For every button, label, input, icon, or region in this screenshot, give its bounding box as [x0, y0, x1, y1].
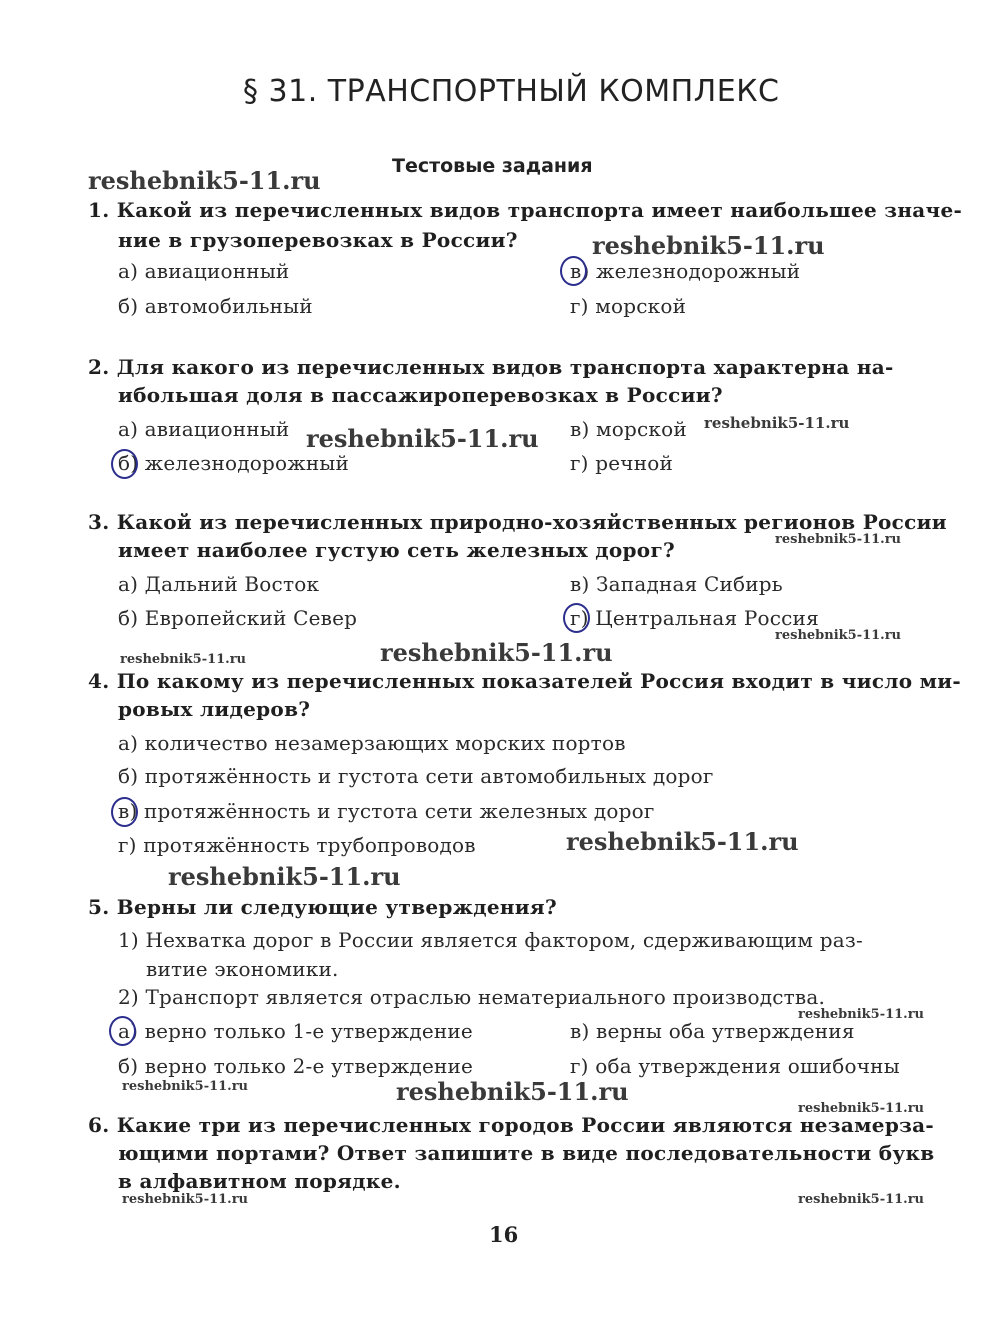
watermark: reshebnik5-11.ru [168, 862, 401, 891]
watermark: reshebnik5-11.ru [798, 1007, 925, 1022]
watermark: reshebnik5-11.ru [798, 1192, 925, 1207]
question-3-line-1: 3. Какой из перечисленных природно-хозяйственных регионов России [88, 510, 947, 534]
question-2-option-b: б) железнодорожный [118, 451, 350, 475]
question-5-statement-2: 2) Транспорт является отраслью нематериального производства. [118, 985, 826, 1009]
page-number: 16 [489, 1222, 519, 1247]
question-4-option-g: г) протяжённость трубопроводов [118, 833, 476, 857]
page-title: § 31. ТРАНСПОРТНЫЙ КОМПЛЕКС [243, 74, 780, 109]
watermark: reshebnik5-11.ru [775, 532, 902, 547]
question-4-line-1: 4. По какому из перечисленных показателей Россия входит в число ми- [88, 669, 962, 693]
question-4-option-v: в) протяжённость и густота сети железных дорог [118, 799, 655, 823]
watermark: reshebnik5-11.ru [122, 1079, 249, 1094]
question-1-option-v: в) железнодорожный [570, 259, 801, 283]
question-4-option-b: б) протяжённость и густота сети автомобильных дорог [118, 764, 714, 788]
question-3-line-2: имеет наиболее густую сеть железных дорог? [118, 538, 676, 562]
question-5-option-g: г) оба утверждения ошибочны [570, 1054, 900, 1078]
question-1-answer-circle [560, 256, 587, 286]
watermark: reshebnik5-11.ru [798, 1101, 925, 1116]
question-3-option-g: г) Центральная Россия [570, 606, 819, 630]
question-3-option-a: а) Дальний Восток [118, 572, 320, 596]
question-5-option-v: в) верны оба утверждения [570, 1019, 855, 1043]
question-6-line-2: ющими портами? Ответ запишите в виде последовательности букв [118, 1141, 935, 1165]
question-2-option-a: а) авиационный [118, 417, 290, 441]
question-3-option-b: б) Европейский Север [118, 606, 358, 630]
question-1-option-b: б) автомобильный [118, 294, 313, 318]
watermark: reshebnik5-11.ru [704, 414, 850, 432]
watermark: reshebnik5-11.ru [122, 1192, 249, 1207]
question-2-option-g: г) речной [570, 451, 674, 475]
watermark: reshebnik5-11.ru [396, 1077, 629, 1106]
question-3-option-v: в) Западная Сибирь [570, 572, 783, 596]
watermark: reshebnik5-11.ru [88, 166, 321, 195]
question-2-option-v: в) морской [570, 417, 687, 441]
question-5-option-b: б) верно только 2-е утверждение [118, 1054, 474, 1078]
question-4-answer-circle [111, 797, 138, 827]
question-5-answer-circle [109, 1016, 136, 1046]
question-2-answer-circle [111, 449, 138, 479]
question-1-line-1: 1. Какой из перечисленных видов транспорта имеет наибольшее значе- [88, 198, 963, 222]
watermark: reshebnik5-11.ru [306, 424, 539, 453]
watermark: reshebnik5-11.ru [566, 827, 799, 856]
section-subtitle: Тестовые задания [392, 155, 593, 177]
watermark: reshebnik5-11.ru [592, 231, 825, 260]
question-2-line-1: 2. Для какого из перечисленных видов транспорта характерна на- [88, 355, 894, 379]
question-5-line-1: 5. Верны ли следующие утверждения? [88, 895, 558, 919]
watermark: reshebnik5-11.ru [380, 638, 613, 667]
watermark: reshebnik5-11.ru [775, 628, 902, 643]
question-2-line-2: ибольшая доля в пассажироперевозках в России? [118, 383, 723, 407]
question-4-option-a: а) количество незамерзающих морских портов [118, 731, 626, 755]
question-1-line-2: ние в грузоперевозках в России? [118, 228, 518, 252]
question-1-option-g: г) морской [570, 294, 687, 318]
question-5-option-a: а) верно только 1-е утверждение [118, 1019, 473, 1043]
question-5-statement-1: 1) Нехватка дорог в России является фактором, сдерживающим раз- [118, 928, 863, 952]
question-6-line-1: 6. Какие три из перечисленных городов России являются незамерза- [88, 1113, 935, 1137]
question-6-line-3: в алфавитном порядке. [118, 1169, 401, 1193]
question-4-line-2: ровых лидеров? [118, 697, 311, 721]
question-1-option-a: а) авиационный [118, 259, 290, 283]
question-3-answer-circle [563, 603, 590, 633]
question-5-statement-1-cont: витие экономики. [146, 957, 339, 981]
watermark: reshebnik5-11.ru [120, 652, 247, 667]
